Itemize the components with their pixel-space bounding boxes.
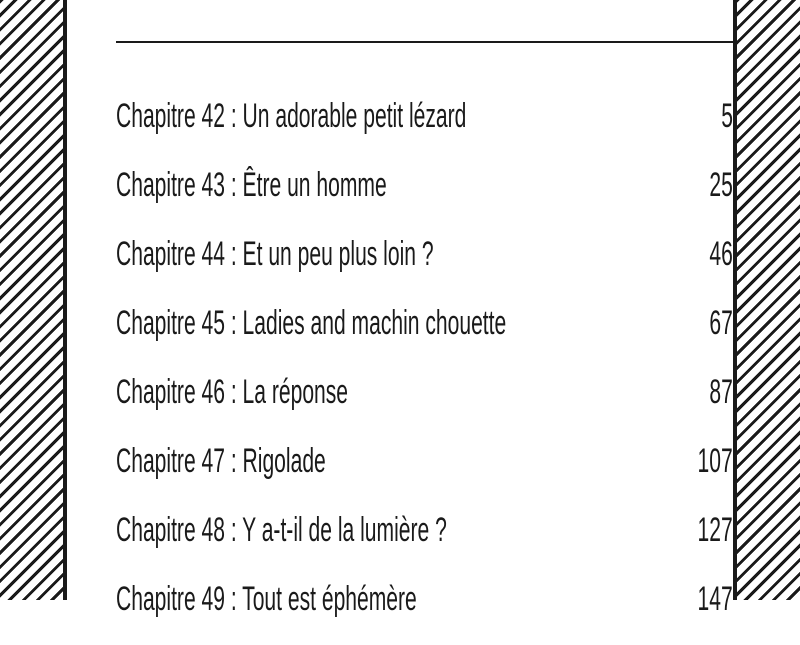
toc-entry-chapter-45: [116, 300, 733, 346]
toc-entry-page-number: 107: [697, 442, 733, 480]
toc-entry-chapter-47: [116, 438, 733, 484]
toc-entry-chapter-46: [116, 369, 733, 415]
right-frame-line: [733, 0, 737, 600]
toc-entry-page-number: 5: [721, 97, 733, 135]
table-of-contents-page: [67, 0, 733, 618]
toc-entry-page-number: 127: [697, 511, 733, 549]
toc-entry-page-number: 25: [709, 166, 733, 204]
toc-entry-title: Chapitre 42 : Un adorable petit lézard: [116, 97, 467, 135]
toc-entry-chapter-44: [116, 231, 733, 277]
toc-entry-chapter-42: [116, 93, 733, 139]
toc-entry-title: Chapitre 44 : Et un peu plus loin ?: [116, 235, 434, 273]
toc-entry-page-number: 87: [709, 373, 733, 411]
toc-entry-page-number: 147: [697, 580, 733, 618]
toc-entry-page-number: 46: [709, 235, 733, 273]
toc-entry-title: Chapitre 47 : Rigolade: [116, 442, 326, 480]
left-striped-border: [0, 0, 64, 600]
toc-entry-chapter-43: [116, 162, 733, 208]
toc-entry-title: Chapitre 49 : Tout est éphémère: [116, 580, 417, 618]
toc-entry-title: Chapitre 46 : La réponse: [116, 373, 349, 411]
toc-entry-chapter-48: [116, 507, 733, 553]
header-rule: [116, 41, 734, 43]
toc-entry-title: Chapitre 43 : Être un homme: [116, 166, 387, 204]
toc-entry-chapter-49: [116, 576, 733, 622]
toc-list: [116, 93, 733, 645]
toc-entry-title: Chapitre 48 : Y a-t-il de la lumière ?: [116, 511, 447, 549]
right-striped-border: [736, 0, 800, 600]
toc-entry-title: Chapitre 45 : Ladies and machin chouette: [116, 304, 507, 342]
toc-entry-page-number: 67: [709, 304, 733, 342]
